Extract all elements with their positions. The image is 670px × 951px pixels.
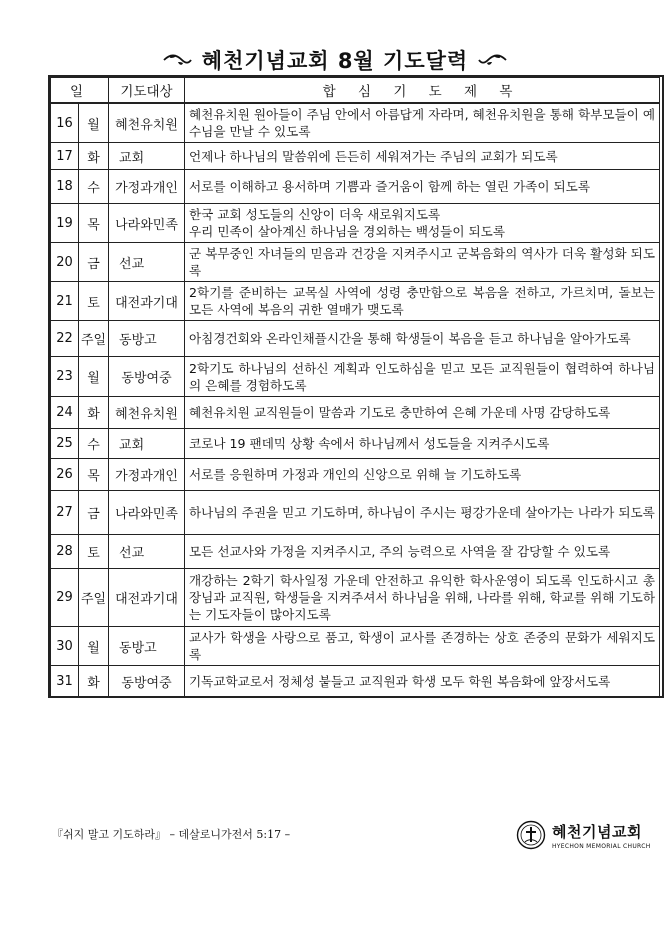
day-cell: 24 xyxy=(51,397,79,429)
table-row xyxy=(51,535,660,569)
day-cell: 17 xyxy=(51,143,79,170)
leaf-ornament-icon xyxy=(478,52,508,68)
prayer-title-cell: 2학기도 하나님의 선하신 계획과 인도하심을 믿고 모든 교직원들이 협력하여 하나님의 은혜를 경험하도록 xyxy=(185,357,660,397)
weekday-cell: 주일 xyxy=(79,569,109,627)
table-row xyxy=(51,321,660,357)
prayer-title-cell: 기독교학교로서 정체성 붙들고 교직원과 학생 모두 학원 복음화에 앞장서도록 xyxy=(185,666,660,698)
church-seal-icon xyxy=(516,820,546,850)
table-row xyxy=(51,397,660,429)
prayer-calendar-table xyxy=(50,77,660,698)
table-row xyxy=(51,103,660,143)
prayer-title-cell: 군 복무중인 자녀들의 믿음과 건강을 지켜주시고 군복음화의 역사가 더욱 활성화 되도록 xyxy=(185,243,660,282)
day-cell: 25 xyxy=(51,429,79,459)
column-header-prayer: 합 심 기 도 제 목 xyxy=(185,78,660,104)
table-header-row xyxy=(51,78,660,104)
prayer-title-cell: 모든 선교사와 가정을 지켜주시고, 주의 능력으로 사역을 잘 감당할 수 있도록 xyxy=(185,535,660,569)
day-cell: 31 xyxy=(51,666,79,698)
page-title: 혜천기념교회 8월 기도달력 xyxy=(201,49,469,73)
weekday-cell: 토 xyxy=(79,282,109,321)
weekday-cell: 월 xyxy=(79,103,109,143)
prayer-title-cell: 한국 교회 성도들의 신앙이 더욱 새로워지도록 우리 민족이 살아계신 하나님을 경외하는 백성들이 되도록 xyxy=(185,204,660,243)
day-cell: 23 xyxy=(51,357,79,397)
weekday-cell: 월 xyxy=(79,627,109,666)
prayer-target-cell: 혜천유치원 xyxy=(109,103,185,143)
prayer-title-cell: 아침경건회와 온라인채플시간을 통해 학생들이 복음을 듣고 하나님을 알아가도록 xyxy=(185,321,660,357)
table-row xyxy=(51,282,660,321)
day-cell: 16 xyxy=(51,103,79,143)
day-cell: 22 xyxy=(51,321,79,357)
weekday-cell: 수 xyxy=(79,170,109,204)
prayer-title-cell: 코로나 19 팬데믹 상황 속에서 하나님께서 성도들을 지켜주시도록 xyxy=(185,429,660,459)
prayer-target-cell: 가정과개인 xyxy=(109,459,185,491)
column-header-target: 기도대상 xyxy=(109,78,185,104)
prayer-target-cell: 가정과개인 xyxy=(109,170,185,204)
weekday-cell: 토 xyxy=(79,535,109,569)
prayer-target-cell: 나라와민족 xyxy=(109,491,185,535)
day-cell: 18 xyxy=(51,170,79,204)
table-row xyxy=(51,243,660,282)
day-cell: 30 xyxy=(51,627,79,666)
weekday-cell: 화 xyxy=(79,397,109,429)
leaf-ornament-icon xyxy=(162,52,192,68)
day-cell: 27 xyxy=(51,491,79,535)
church-name: 혜천기념교회 xyxy=(552,822,642,841)
table-row xyxy=(51,627,660,666)
prayer-title-cell: 혜천유치원 교직원들이 말씀과 기도로 충만하여 은혜 가운데 사명 감당하도록 xyxy=(185,397,660,429)
weekday-cell: 금 xyxy=(79,491,109,535)
column-header-day: 일 xyxy=(51,78,109,104)
prayer-title-cell: 언제나 하나님의 말씀위에 든든히 세워져가는 주님의 교회가 되도록 xyxy=(185,143,660,170)
table-row xyxy=(51,429,660,459)
church-name-english: HYECHON MEMORIAL CHURCH xyxy=(552,842,651,850)
prayer-target-cell: 선교 xyxy=(109,535,185,569)
weekday-cell: 금 xyxy=(79,243,109,282)
prayer-title-cell: 서로를 이해하고 용서하며 기쁨과 즐거움이 함께 하는 열린 가족이 되도록 xyxy=(185,170,660,204)
prayer-target-cell: 나라와민족 xyxy=(109,204,185,243)
bible-verse: 『쉬지 말고 기도하라』 – 데살로니가전서 5:17 – xyxy=(52,828,291,841)
prayer-target-cell: 대전과기대 xyxy=(109,282,185,321)
prayer-target-cell: 교회 xyxy=(109,143,185,170)
day-cell: 26 xyxy=(51,459,79,491)
weekday-cell: 수 xyxy=(79,429,109,459)
day-cell: 21 xyxy=(51,282,79,321)
table-row xyxy=(51,666,660,698)
table-row xyxy=(51,143,660,170)
prayer-target-cell: 동방여중 xyxy=(109,357,185,397)
prayer-target-cell: 동방고 xyxy=(109,627,185,666)
prayer-target-cell: 선교 xyxy=(109,243,185,282)
weekday-cell: 목 xyxy=(79,204,109,243)
table-row xyxy=(51,569,660,627)
prayer-title-cell: 2학기를 준비하는 교목실 사역에 성령 충만함으로 복음을 전하고, 가르치며, 돌보는 모든 사역에 복음의 귀한 열매가 맺도록 xyxy=(185,282,660,321)
table-row xyxy=(51,170,660,204)
table-row xyxy=(51,491,660,535)
day-cell: 29 xyxy=(51,569,79,627)
prayer-target-cell: 동방여중 xyxy=(109,666,185,698)
weekday-cell: 월 xyxy=(79,357,109,397)
table-row xyxy=(51,357,660,397)
prayer-title-cell: 혜천유치원 원아들이 주님 안에서 아름답게 자라며, 혜천유치원을 통해 학부모들이 예수님을 만날 수 있도록 xyxy=(185,103,660,143)
prayer-title-cell: 하나님의 주권을 믿고 기도하며, 하나님이 주시는 평강가운데 살아가는 나라가 되도록 xyxy=(185,491,660,535)
day-cell: 20 xyxy=(51,243,79,282)
day-cell: 19 xyxy=(51,204,79,243)
church-logo xyxy=(516,820,651,850)
prayer-title-cell: 서로를 응원하며 가정과 개인의 신앙으로 위해 늘 기도하도록 xyxy=(185,459,660,491)
prayer-target-cell: 혜천유치원 xyxy=(109,397,185,429)
weekday-cell: 화 xyxy=(79,666,109,698)
table-row xyxy=(51,459,660,491)
table-row xyxy=(51,204,660,243)
prayer-title-cell: 개강하는 2학기 학사일정 가운데 안전하고 유익한 학사운영이 되도록 인도하시고 총장님과 교직원, 학생들을 지켜주셔서 하나님을 위해, 나라를 위해, 학교를 위해 기도하는 기도자들이 많아지도록 xyxy=(185,569,660,627)
prayer-target-cell: 동방고 xyxy=(109,321,185,357)
weekday-cell: 목 xyxy=(79,459,109,491)
page-header xyxy=(0,42,670,78)
weekday-cell: 화 xyxy=(79,143,109,170)
prayer-target-cell: 교회 xyxy=(109,429,185,459)
day-cell: 28 xyxy=(51,535,79,569)
weekday-cell: 주일 xyxy=(79,321,109,357)
prayer-target-cell: 대전과기대 xyxy=(109,569,185,627)
prayer-title-cell: 교사가 학생을 사랑으로 품고, 학생이 교사를 존경하는 상호 존중의 문화가 세워지도록 xyxy=(185,627,660,666)
